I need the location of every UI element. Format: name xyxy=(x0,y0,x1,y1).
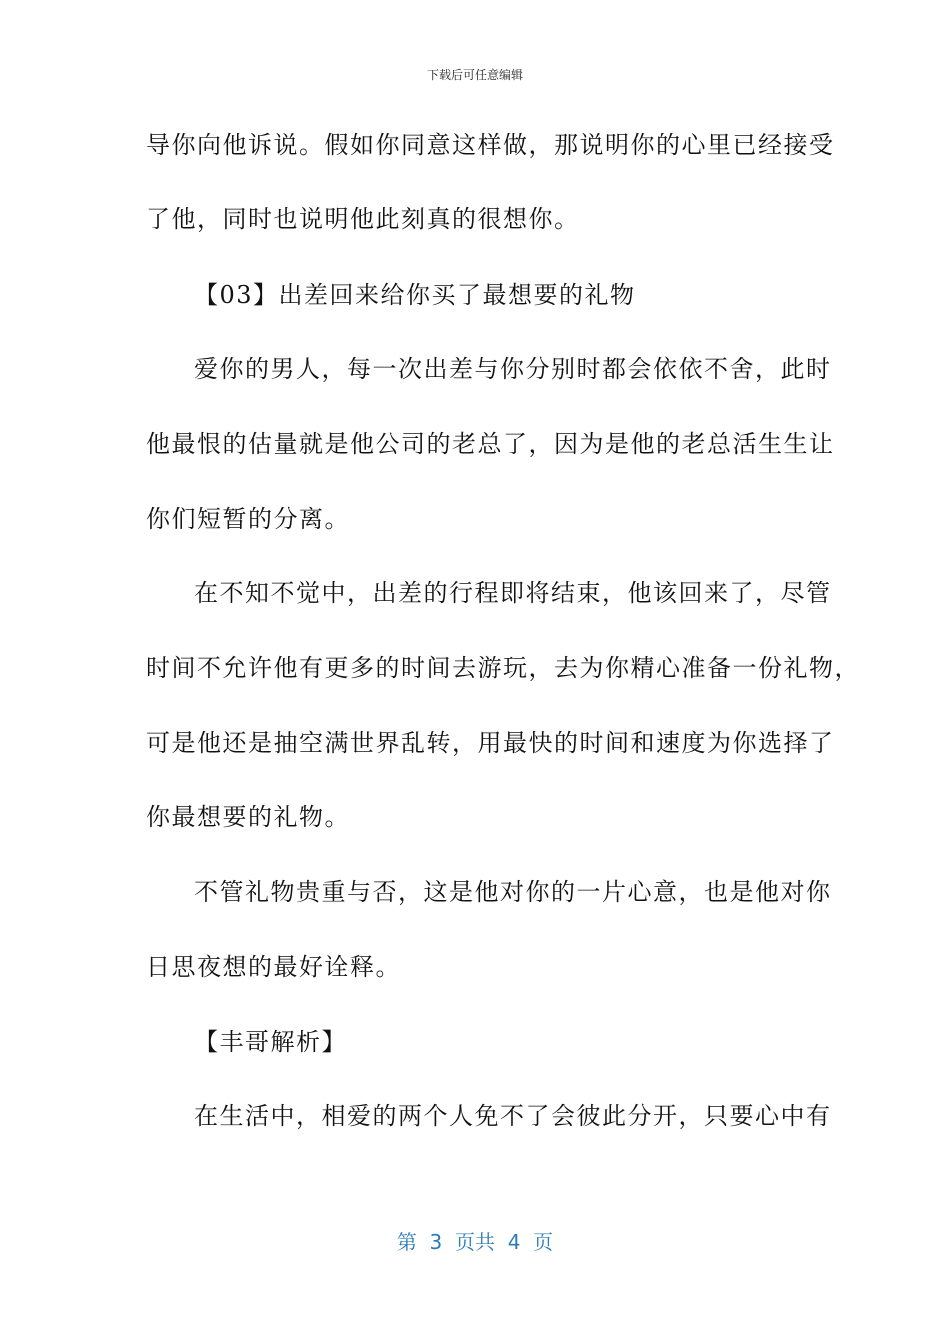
paragraph-line: 导你向他诉说。假如你同意这样做，那说明你的心里已经接受 xyxy=(146,131,835,159)
section-heading: 【丰哥解析】 xyxy=(194,1028,347,1056)
paragraph-line: 爱你的男人，每一次出差与你分别时都会依依不舍，此时 xyxy=(194,355,832,383)
section-heading: 【03】出差回来给你买了最想要的礼物 xyxy=(194,281,636,309)
page-number-footer: 第 3 页共 4 页 xyxy=(396,1230,554,1254)
paragraph-line: 你最想要的礼物。 xyxy=(146,803,350,831)
paragraph-line: 不管礼物贵重与否，这是他对你的一片心意，也是他对你 xyxy=(194,878,832,906)
paragraph-line: 他最恨的估量就是他公司的老总了，因为是他的老总活生生让 xyxy=(146,430,835,458)
paragraph-line: 可是他还是抽空满世界乱转，用最快的时间和速度为你选择了 xyxy=(146,729,835,757)
paragraph-line: 了他，同时也说明他此刻真的很想你。 xyxy=(146,205,580,233)
paragraph-line: 你们短暂的分离。 xyxy=(146,505,350,533)
paragraph-line: 在生活中，相爱的两个人免不了会彼此分开，只要心中有 xyxy=(194,1102,832,1130)
paragraph-line: 日思夜想的最好诠释。 xyxy=(146,953,401,981)
paragraph-line: 在不知不觉中，出差的行程即将结束，他该回来了，尽管 xyxy=(194,579,832,607)
paragraph-line: 时间不允许他有更多的时间去游玩，去为你精心准备一份礼物， xyxy=(146,654,860,682)
page-header-note: 下载后可任意编辑 xyxy=(426,68,523,82)
